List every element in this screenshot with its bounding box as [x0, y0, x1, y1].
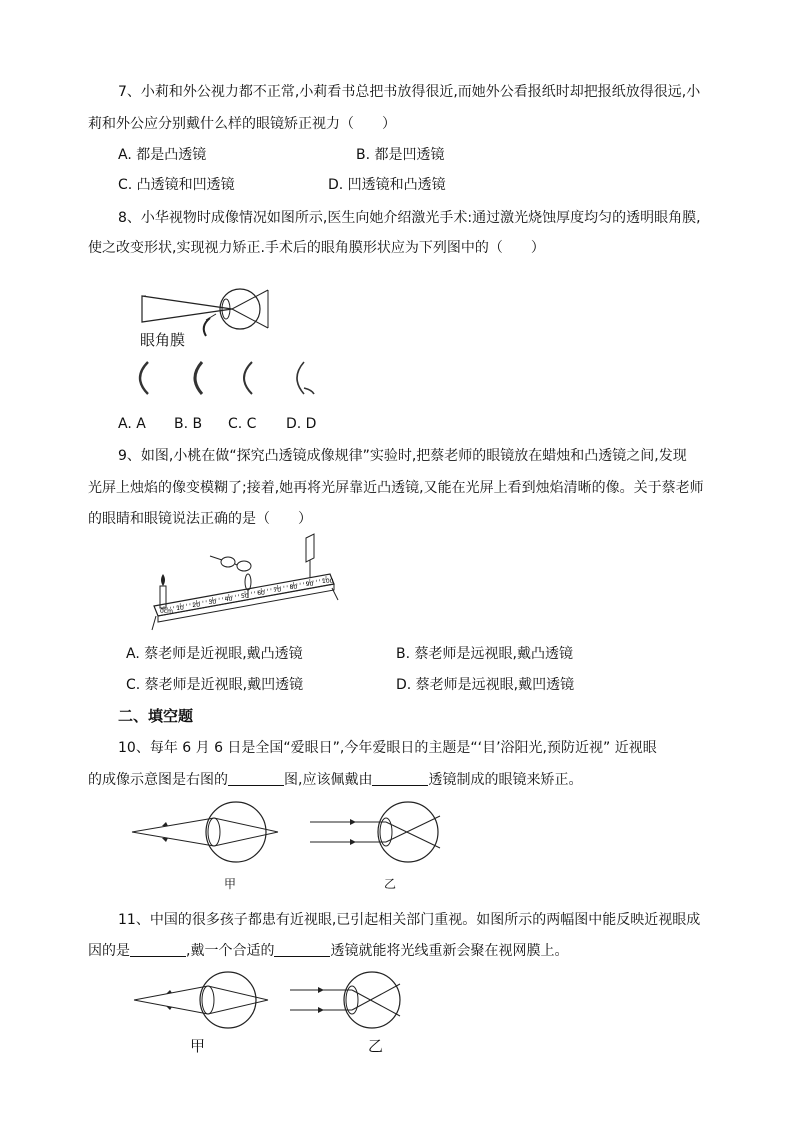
- q11-text-b: ,戴一个合适的: [186, 943, 275, 959]
- q10-blank-1[interactable]: [228, 771, 284, 786]
- q7-option-a[interactable]: A. 都是凸透镜: [118, 147, 207, 163]
- q11-text-a: 因的是: [88, 943, 130, 959]
- q10-label-yi: 乙: [384, 877, 397, 891]
- ruler-tick-label: 30: [208, 599, 217, 606]
- q9-text-line3: 的眼睛和眼镜说法正确的是（ ）: [88, 511, 312, 527]
- q8-cornea-label: 眼角膜: [140, 331, 186, 349]
- q7-option-b[interactable]: B. 都是凹透镜: [356, 147, 445, 163]
- q10-text-line2: [88, 770, 582, 790]
- ruler-tick-label: 70: [273, 587, 282, 594]
- q9-text-line2: 光屏上烛焰的像变模糊了;接着,她再将光屏靠近凸透镜,又能在光屏上看到烛焰清晰的像。关于蔡老师: [88, 480, 704, 496]
- q8-option-d[interactable]: D. D: [286, 416, 317, 432]
- ruler-tick-label: 10: [176, 605, 184, 612]
- q7-option-c[interactable]: C. 凸透镜和凹透镜: [118, 177, 235, 193]
- q9-text-line1: 9、如图,小桃在做“探究凸透镜成像规律”实验时,把蔡老师的眼镜放在蜡烛和凸透镜之间,发现: [118, 448, 687, 464]
- ruler-tick-label: 0cm: [160, 608, 173, 615]
- ruler-tick-label: 20: [192, 602, 201, 609]
- q8-option-c[interactable]: C. C: [228, 416, 257, 432]
- q11-text-line2: [88, 941, 568, 961]
- q11-blank-2[interactable]: [274, 942, 330, 957]
- ruler-tick-label: 100: [322, 578, 334, 585]
- q11-blank-1[interactable]: [130, 942, 186, 957]
- ruler-tick-label: 60: [257, 590, 265, 597]
- ruler-tick-label: 80: [289, 584, 298, 591]
- q9-option-d[interactable]: D. 蔡老师是远视眼,戴凹透镜: [396, 677, 575, 693]
- ruler-tick-label: 90: [305, 581, 314, 588]
- q10-text-b: 图,应该佩戴由: [284, 772, 373, 788]
- q8-text-line2: 使之改变形状,实现视力矫正.手术后的眼角膜形状应为下列图中的（ ）: [88, 240, 545, 256]
- q8-cornea-shapes: [128, 358, 338, 398]
- q10-eye-diagrams: [128, 800, 458, 870]
- q7-text-line2: 莉和外公应分别戴什么样的眼镜矫正视力（ ）: [88, 116, 396, 132]
- q10-text-line1: 10、每年 6 月 6 日是全国“爱眼日”,今年爱眼日的主题是“‘目’浴阳光,预防近视” 近视眼: [118, 740, 657, 756]
- q10-text-c: 透镜制成的眼镜来矫正。: [428, 772, 583, 788]
- ruler-tick-label: 40: [224, 596, 233, 603]
- q11-eye-diagrams: [128, 970, 418, 1034]
- ruler-tick-label: 50: [241, 593, 249, 600]
- q11-text-line1: 11、中国的很多孩子都患有近视眼,已引起相关部门重视。如图所示的两幅图中能反映近视眼成: [118, 912, 701, 928]
- q10-blank-2[interactable]: [372, 771, 428, 786]
- q8-option-b[interactable]: B. B: [174, 416, 203, 432]
- q11-label-yi: 乙: [368, 1037, 384, 1055]
- q8-option-a[interactable]: A. A: [118, 416, 146, 432]
- q10-label-jia: 甲: [224, 877, 237, 891]
- q9-option-c[interactable]: C. 蔡老师是近视眼,戴凹透镜: [126, 677, 304, 693]
- q10-text-a: 的成像示意图是右图的: [88, 772, 228, 788]
- q11-label-jia: 甲: [190, 1037, 206, 1055]
- q9-option-b[interactable]: B. 蔡老师是远视眼,戴凸透镜: [396, 646, 573, 662]
- section-title: 二、填空题: [118, 707, 194, 725]
- q9-option-a[interactable]: A. 蔡老师是近视眼,戴凸透镜: [126, 646, 303, 662]
- q7-option-d[interactable]: D. 凹透镜和凸透镜: [328, 177, 446, 193]
- q7-text-line1: 7、小莉和外公视力都不正常,小莉看书总把书放得很近,而她外公看报纸时却把报纸放得很远,小: [118, 84, 701, 100]
- q8-text-line1: 8、小华视物时成像情况如图所示,医生向她介绍激光手术:通过激光烧蚀厚度均匀的透明眼角膜,: [118, 210, 701, 226]
- q11-text-c: 透镜就能将光线重新会聚在视网膜上。: [330, 943, 569, 959]
- q9-optical-bench: [140, 530, 350, 634]
